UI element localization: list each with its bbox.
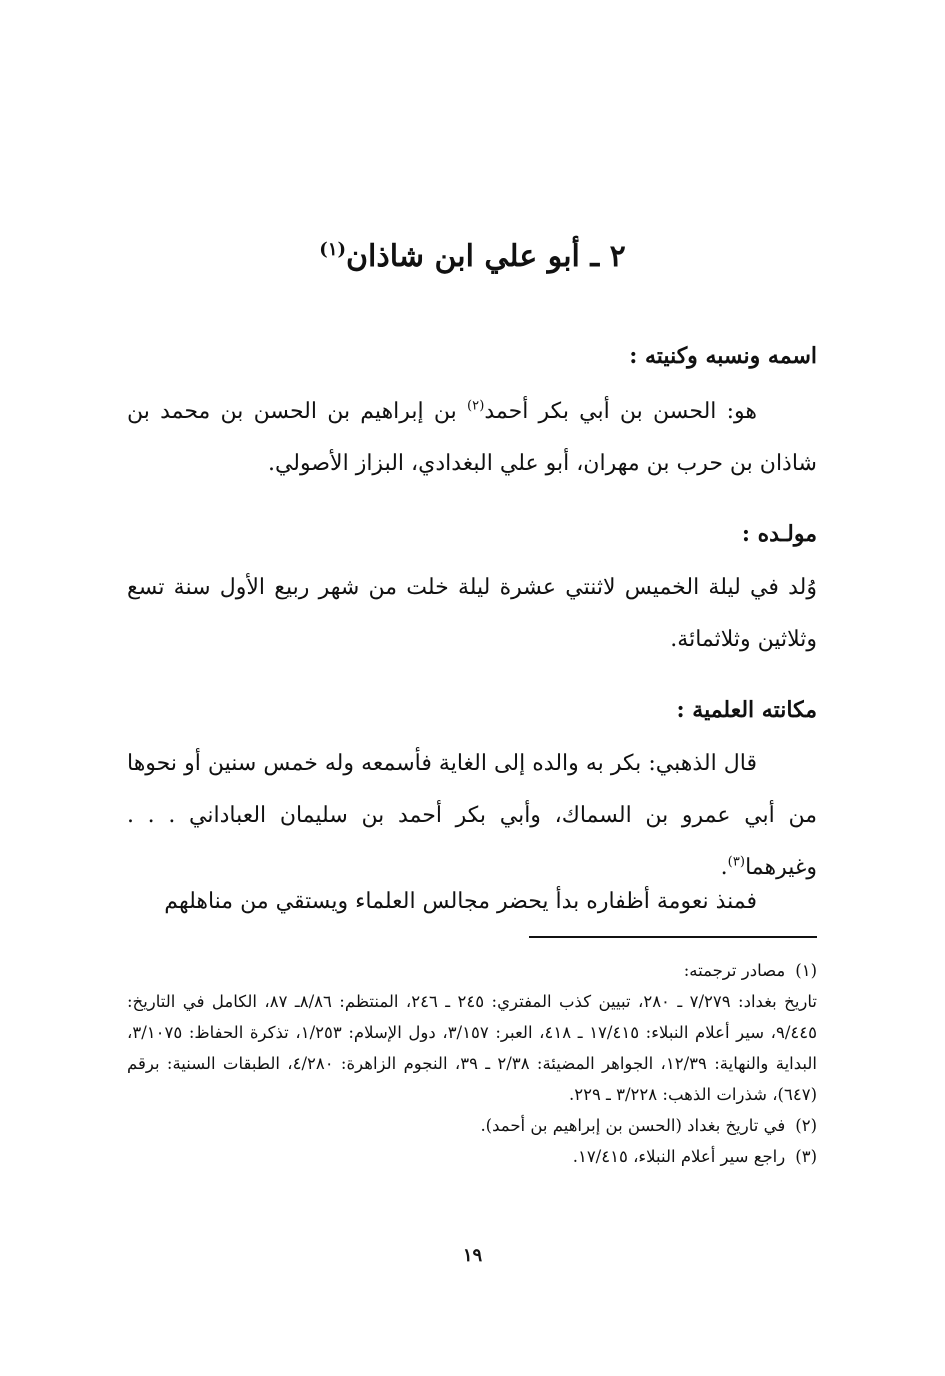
footnote-number: (١): [795, 961, 817, 980]
footnote-ref-3: (٣): [727, 854, 746, 870]
paragraph-scholarly-status: [127, 738, 817, 894]
footnote-1: [127, 955, 817, 986]
paragraph-text: بن إبراهيم بن الحسن بن محمد بن شاذان بن حرب بن مهران، أبو علي البغدادي، البزاز الأصولي.: [127, 399, 817, 476]
footnote-1-sources: تاريخ بغداد: ٧/٢٧٩ ـ ٢٨٠، تبيين كذب المفتري: ٢٤٥ ـ ٢٤٦، المنتظم: ٨/٨٦ـ ٨٧، الكامل في التاريخ: ٩/٤٤٥، سير أعلام النبلاء: ١٧/٤١٥ ـ ٤١٨، العبر: ٣/١٥٧، دول الإسلام: ١/٢٥٣، تذكرة الحفاظ: ٣/١٠٧٥، البداية والنهاية: ١٢/٣٩، الجواهر المضيئة: ٢/٣٨ ـ ٣٩، النجوم الزاهرة: ٤/٢٨٠، الطبقات السنية: برقم (٦٤٧)، شذرات الذهب: ٣/٢٢٨ ـ ٢٢٩.: [127, 992, 818, 1104]
paragraph-continuation: فمنذ نعومة أظفاره بدأ يحضر مجالس العلماء ويستقي من مناهلهم: [164, 889, 757, 914]
paragraph-text: هو: الحسن بن أبي بكر أحمد: [484, 399, 757, 424]
title-footnote-ref: (١): [319, 239, 347, 260]
footnote-number: (٣): [795, 1147, 817, 1166]
paragraph-name-lineage: [127, 386, 817, 490]
section-heading-name-lineage: اسمه ونسبه وكنيته :: [629, 343, 817, 369]
footnote-2: [127, 1110, 817, 1141]
section-heading-scholarly-status: مكانته العلمية :: [676, 697, 817, 723]
footnote-text: في تاريخ بغداد (الحسن بن إبراهيم بن أحمد).: [480, 1116, 786, 1135]
footnote-text: راجع سير أعلام النبلاء، ١٧/٤١٥.: [572, 1147, 786, 1166]
paragraph-text: .: [720, 855, 728, 880]
paragraph-birth: وُلد في ليلة الخميس لاثنتي عشرة ليلة خلت من شهر ربيع الأول سنة تسع وثلاثين وثلاثمائة.: [127, 575, 817, 652]
footnotes: [127, 955, 817, 1172]
footnote-3: [127, 1141, 817, 1172]
footnote-text: مصادر ترجمته:: [683, 961, 786, 980]
footnote-number: (٢): [795, 1116, 817, 1135]
page-number: ١٩: [462, 1245, 483, 1266]
paragraph-text: قال الذهبي: بكر به والده إلى الغاية فأسمعه وله خمس سنين أو نحوها من أبي عمرو بن السماك، وأبي بكر أحمد بن سليمان العباداني . . . وغيرهما: [127, 751, 817, 880]
footnote-ref-2: (٢): [466, 398, 485, 414]
section-heading-birth: مولـده :: [741, 521, 817, 547]
footnote-separator: [529, 936, 817, 938]
chapter-title-text: ٢ ـ أبو علي ابن شاذان: [346, 239, 626, 274]
chapter-title: [0, 232, 945, 282]
